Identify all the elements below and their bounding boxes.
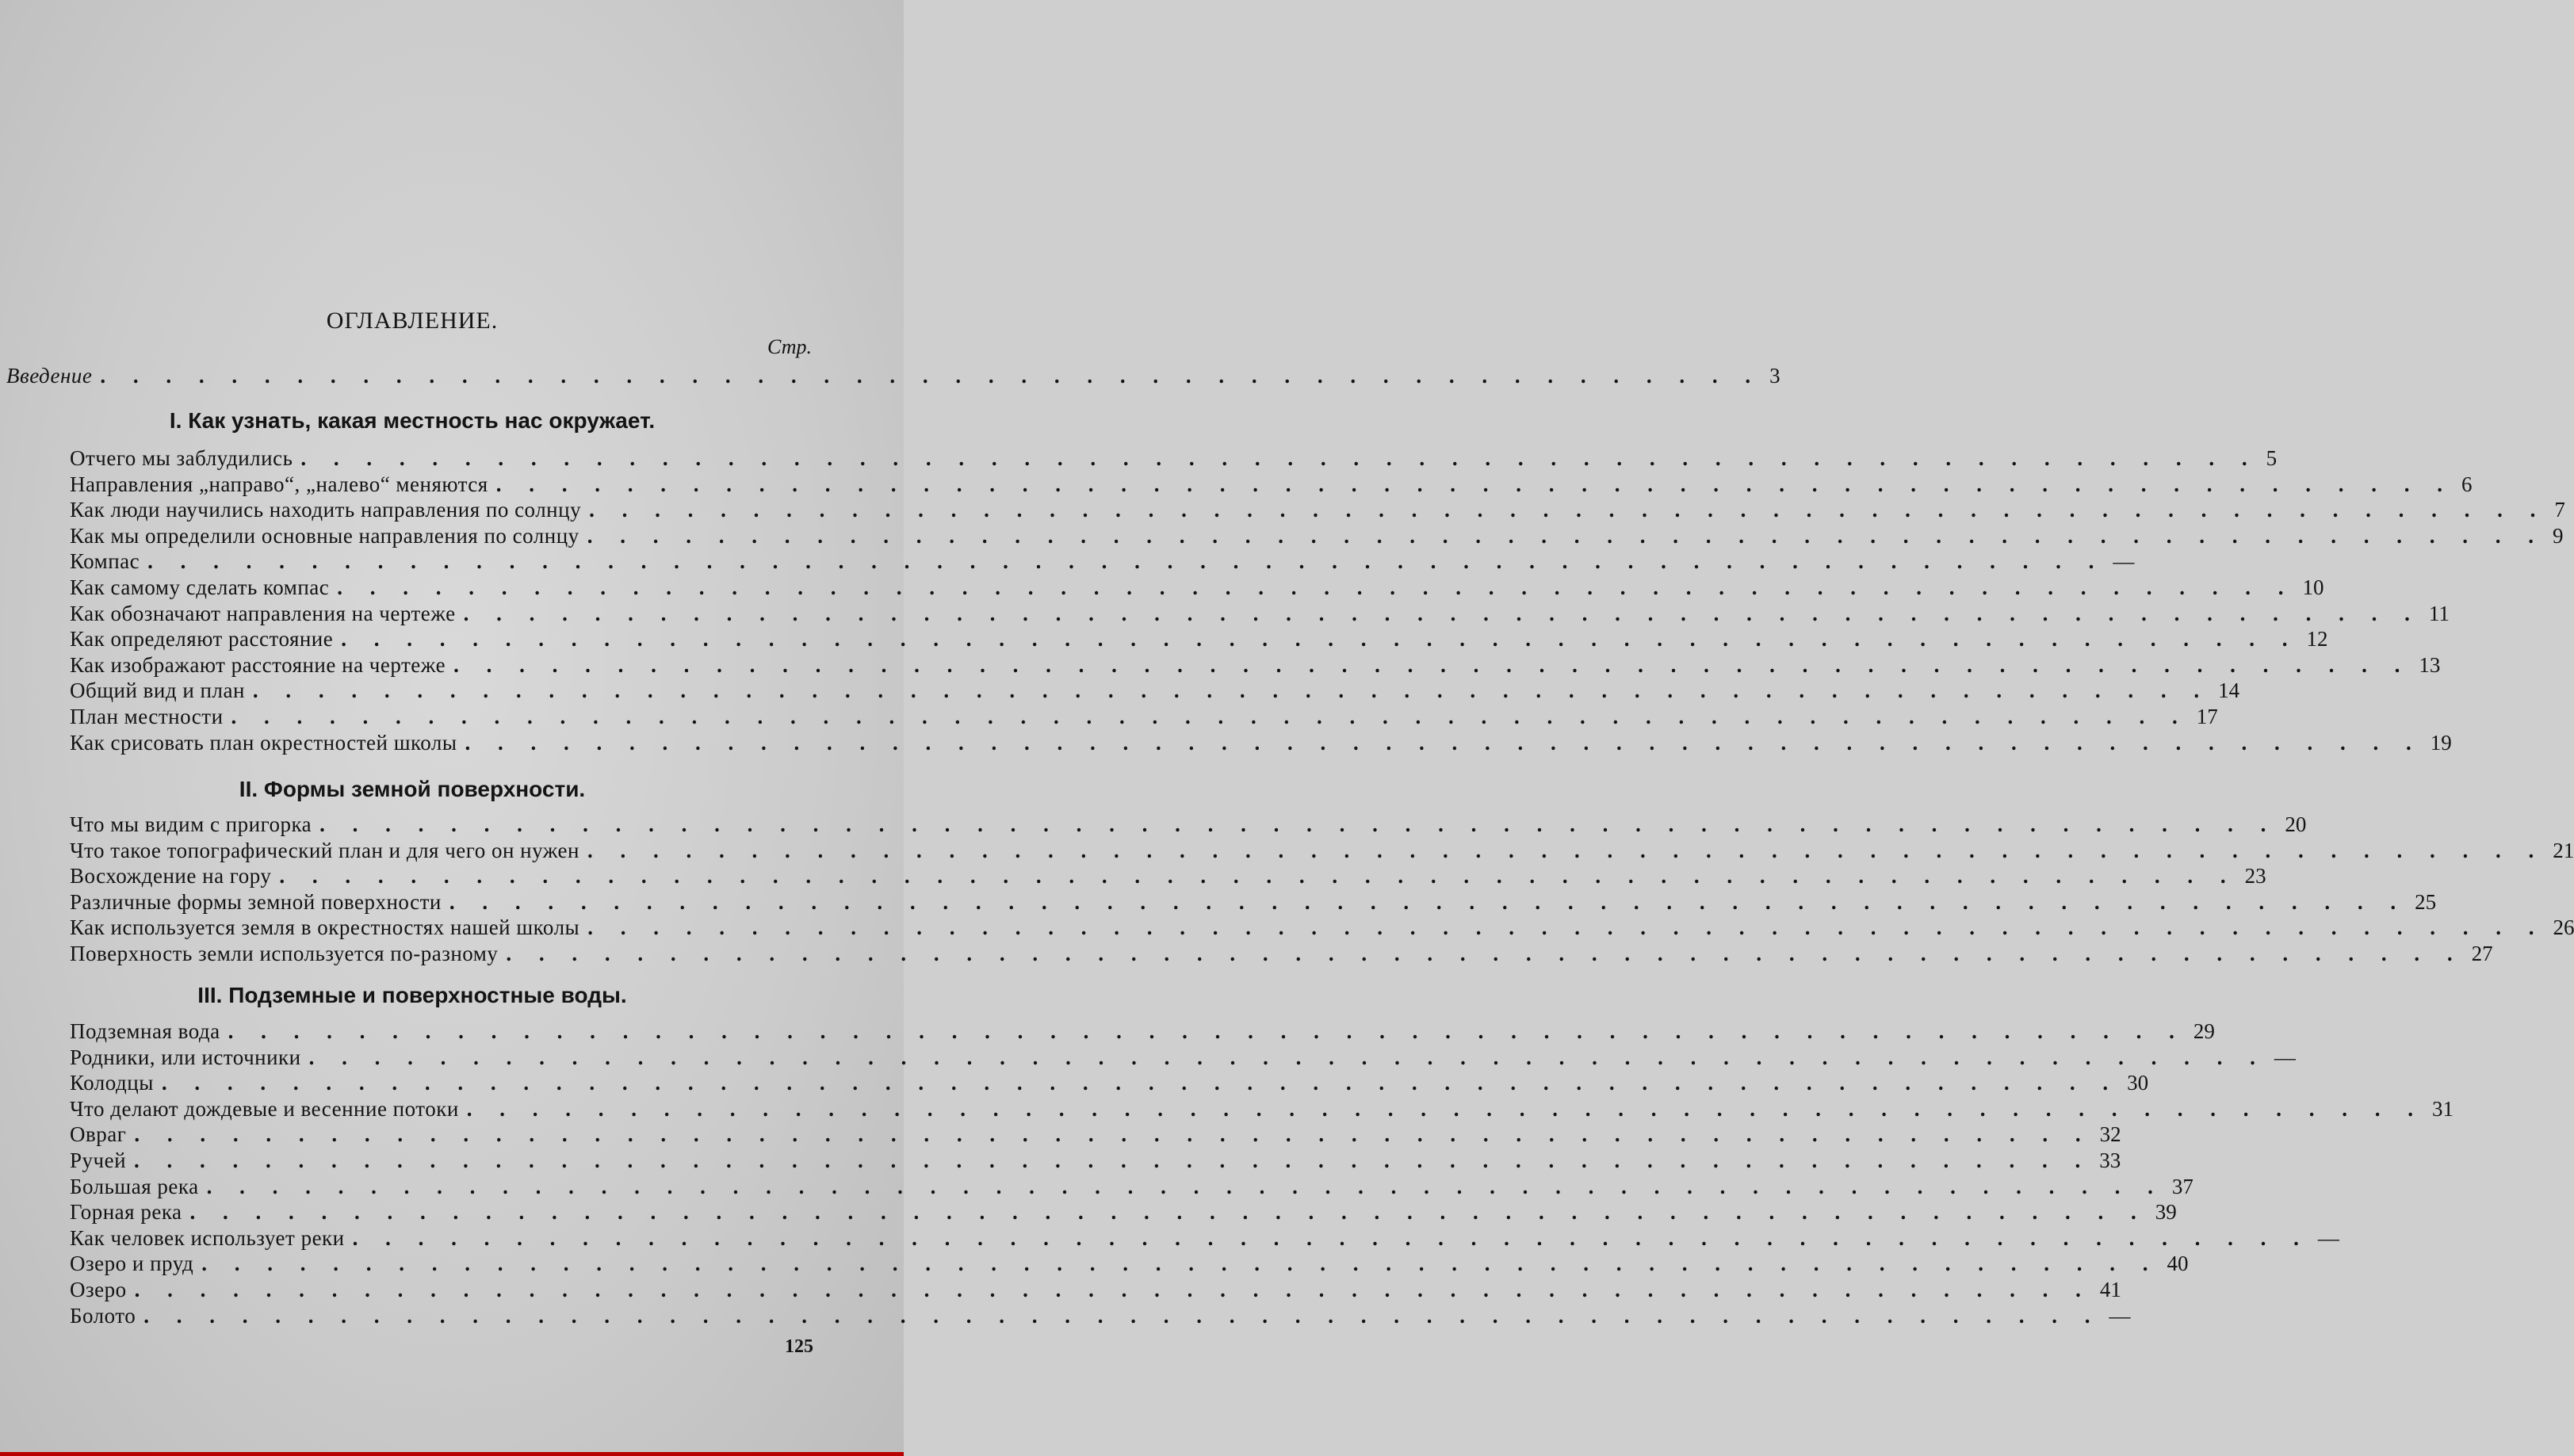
leader-dots: . . . . . . . . . . . . . . . . . . . . . . . . . . . . . . . . . . . . . . . . . . . . . . . . . . . . . . . . . . . . bbox=[341, 627, 2299, 652]
toc-entry bbox=[70, 1045, 2296, 1070]
leader-dots: . . . . . . . . . . . . . . . . . . . . . . . . . . . . . . . . . . . . . . . . . . . . . . . . . . . bbox=[100, 364, 1762, 388]
toc-entry-label: Восхождение на гору bbox=[70, 864, 272, 889]
section-heading: III. Подземные и поверхностные воды. bbox=[197, 983, 627, 1007]
toc-entry-page: 21 bbox=[2553, 838, 2574, 862]
toc-entry bbox=[70, 1174, 2193, 1199]
toc-entry bbox=[70, 1096, 2454, 1122]
toc-entry-label: Общий вид и план bbox=[70, 678, 245, 703]
leader-dots: . . . . . . . . . . . . . . . . . . . . . . . . . . . . . . . . . . . . . . . . . . . . . . . . . . . . . . . . . . . . bbox=[449, 889, 2408, 914]
leader-dots: . . . . . . . . . . . . . . . . . . . . . . . . . . . . . . . . . . . . . . . . . . . . . . . . . . . . . . . . . . . . bbox=[589, 498, 2547, 522]
leader-dots: . . . . . . . . . . . . . . . . . . . . . . . . . . . . . . . . . . . . . . . . . . . . . . . . . . . . . . . . . . . . bbox=[279, 864, 2237, 889]
toc-entry-page: — bbox=[2317, 1225, 2339, 1250]
toc-entry-page: 11 bbox=[2428, 601, 2450, 625]
leader-dots: . . . . . . . . . . . . . . . . . . . . . . . . . . . . . . . . . . . . . . . . . . . . . . . . . . . . . . . . . . . . bbox=[134, 1278, 2092, 1301]
toc-entry bbox=[70, 1199, 2177, 1225]
leader-dots: . . . . . . . . . . . . . . . . . . . . . . . . . . . . . . . . . . . . . . . . . . . . . . . . . . . . . . . . . . . . bbox=[319, 812, 2278, 836]
toc-entry bbox=[70, 652, 2441, 678]
toc-entry-page: 37 bbox=[2171, 1174, 2193, 1198]
toc-entry-page: 17 bbox=[2196, 705, 2218, 728]
toc-entry bbox=[70, 704, 2218, 729]
toc-entry-label: Озеро и пруд bbox=[70, 1252, 194, 1276]
leader-dots: . . . . . . . . . . . . . . . . . . . . . . . . . . . . . . . . . . . . . . . . . . . . . . . . . . . . . . . . . . . . bbox=[587, 523, 2545, 548]
page-title: ОГЛАВЛЕНИЕ. bbox=[326, 308, 499, 334]
toc-entry bbox=[70, 1277, 2121, 1302]
toc-entry bbox=[70, 523, 2564, 548]
leader-dots: . . . . . . . . . . . . . . . . . . . . . . . . . . . . . . . . . . . . . . . . . . . . . . . . . . . . . . . . . . . . bbox=[337, 575, 2295, 599]
toc-entry-page: — bbox=[2274, 1045, 2296, 1069]
toc-entry-page: 10 bbox=[2302, 575, 2324, 599]
toc-entry bbox=[70, 1251, 2189, 1276]
leader-dots: . . . . . . . . . . . . . . . . . . . . . . . . . . . . . . . . . . . . . . . . . . . . . . . . . . . . . . . . . . . . bbox=[465, 730, 2423, 755]
toc-entry bbox=[70, 601, 2450, 626]
toc-entry-page: 14 bbox=[2218, 678, 2240, 703]
toc-entry-page: 23 bbox=[2244, 864, 2266, 889]
toc-entry bbox=[70, 575, 2324, 600]
leader-dots: . . . . . . . . . . . . . . . . . . . . . . . . . . . . . . . . . . . . . . . . . . . . . . . . . . . . . . . . . . . . bbox=[252, 678, 2211, 703]
toc-entry-page: 29 bbox=[2193, 1019, 2215, 1043]
page-column-label: Стр. bbox=[767, 335, 812, 358]
toc-entry bbox=[70, 812, 2307, 837]
toc-entry-page: 7 bbox=[2554, 498, 2565, 522]
toc-entry-label: Болото bbox=[70, 1303, 136, 1328]
toc-entry-label: Что мы видим с пригорка bbox=[70, 812, 312, 836]
toc-entry-label: Как обозначают направления на чертеже bbox=[70, 601, 456, 625]
toc-entry-page: — bbox=[2109, 1303, 2131, 1328]
toc-entry-label: Как определяют расстояние bbox=[70, 627, 334, 652]
scan-edge bbox=[0, 1452, 904, 1456]
toc-entry-page: 20 bbox=[2285, 812, 2307, 836]
toc-entry-label: Отчего мы заблудились bbox=[70, 446, 293, 470]
toc-entry-label: Как самому сделать компас bbox=[70, 575, 330, 599]
toc-entry-label: Ручей bbox=[70, 1148, 127, 1172]
page-folio: 125 bbox=[785, 1336, 813, 1357]
toc-entry-page: 33 bbox=[2099, 1148, 2121, 1172]
toc-entry-page: 39 bbox=[2155, 1200, 2177, 1225]
toc-entry bbox=[70, 1303, 2131, 1328]
leader-dots: . . . . . . . . . . . . . . . . . . . . . . . . . . . . . . . . . . . . . . . . . . . . . . . . . . . . . . . . . . . . bbox=[587, 915, 2545, 940]
toc-entry-page: 5 bbox=[2266, 446, 2278, 470]
toc-entry-page: 13 bbox=[2419, 652, 2441, 677]
toc-entry bbox=[70, 1018, 2215, 1044]
toc-entry bbox=[70, 863, 2266, 889]
leader-dots: . . . . . . . . . . . . . . . . . . . . . . . . . . . . . . . . . . . . . . . . . . . . . . . . . . . . . . . . . . . . bbox=[228, 1019, 2186, 1043]
toc-entry-page: 41 bbox=[2099, 1278, 2121, 1301]
toc-entry-label: Что делают дождевые и весенние потоки bbox=[70, 1096, 459, 1121]
toc-intro-row bbox=[6, 363, 1780, 388]
toc-entry-label: Горная река bbox=[70, 1200, 182, 1225]
leader-dots: . . . . . . . . . . . . . . . . . . . . . . . . . . . . . . . . . . . . . . . . . . . . . . . . . . . . . . . . . . . . bbox=[308, 1045, 2266, 1069]
toc-entry-page: 30 bbox=[2127, 1071, 2149, 1095]
toc-entry-page: 3 bbox=[1769, 364, 1780, 388]
toc-entry-page: — bbox=[2113, 549, 2135, 574]
toc-entry-page: 26 bbox=[2553, 915, 2574, 940]
toc-entry-label: Родники, или источники bbox=[70, 1045, 301, 1069]
toc-entry bbox=[70, 445, 2278, 471]
toc-entry-label: Поверхность земли используется по-разному bbox=[70, 942, 499, 965]
leader-dots: . . . . . . . . . . . . . . . . . . . . . . . . . . . . . . . . . . . . . . . . . . . . . . . . . . . . . . . . . . . . bbox=[147, 549, 2105, 574]
toc-entry-label: Озеро bbox=[70, 1278, 127, 1301]
leader-dots: . . . . . . . . . . . . . . . . . . . . . . . . . . . . . . . . . . . . . . . . . . . . . . . . . . . . . . . . . . . . bbox=[587, 838, 2545, 862]
leader-dots: . . . . . . . . . . . . . . . . . . . . . . . . . . . . . . . . . . . . . . . . . . . . . . . . . . . . . . . . . . . . bbox=[161, 1071, 2120, 1095]
toc-entry-label: Овраг bbox=[70, 1122, 127, 1147]
leader-dots: . . . . . . . . . . . . . . . . . . . . . . . . . . . . . . . . . . . . . . . . . . . . . . . . . . . . . . . . . . . . bbox=[506, 942, 2464, 965]
toc-entry-page: 31 bbox=[2432, 1096, 2454, 1121]
leader-dots: . . . . . . . . . . . . . . . . . . . . . . . . . . . . . . . . . . . . . . . . . . . . . . . . . . . . . . . . . . . . bbox=[206, 1174, 2164, 1198]
section-heading: I. Как узнать, какая местность нас окружает. bbox=[169, 408, 656, 433]
toc-entry-label: Подземная вода bbox=[70, 1019, 220, 1043]
toc-entry-label: Введение bbox=[6, 364, 93, 388]
leader-dots: . . . . . . . . . . . . . . . . . . . . . . . . . . . . . . . . . . . . . . . . . . . . . . . . . . . . . . . . . . . . bbox=[134, 1148, 2092, 1172]
toc-entry bbox=[70, 1148, 2121, 1173]
toc-entry-page: 27 bbox=[2471, 942, 2493, 965]
toc-entry bbox=[70, 678, 2240, 703]
leader-dots: . . . . . . . . . . . . . . . . . . . . . . . . . . . . . . . . . . . . . . . . . . . . . . . . . . . . . . . . . . . . bbox=[495, 472, 2454, 496]
leader-dots: . . . . . . . . . . . . . . . . . . . . . . . . . . . . . . . . . . . . . . . . . . . . . . . . . . . . . . . . . . . . bbox=[201, 1252, 2159, 1276]
toc-entry bbox=[70, 497, 2565, 522]
toc-entry bbox=[70, 472, 2473, 497]
toc-entry-page: 25 bbox=[2415, 889, 2437, 914]
toc-entry-page: 12 bbox=[2306, 627, 2328, 652]
toc-entry bbox=[70, 1225, 2339, 1251]
leader-dots: . . . . . . . . . . . . . . . . . . . . . . . . . . . . . . . . . . . . . . . . . . . . . . . . . . . . . . . . . . . . bbox=[231, 705, 2189, 728]
toc-entry-page: 32 bbox=[2099, 1122, 2121, 1147]
leader-dots: . . . . . . . . . . . . . . . . . . . . . . . . . . . . . . . . . . . . . . . . . . . . . . . . . . . . . . . . . . . . bbox=[466, 1096, 2425, 1121]
toc-entry bbox=[70, 941, 2493, 966]
toc-entry-label: Различные формы земной поверхности bbox=[70, 889, 442, 914]
toc-entry-label: Колодцы bbox=[70, 1071, 154, 1095]
toc-entry bbox=[70, 626, 2328, 652]
toc-entry bbox=[70, 730, 2452, 755]
toc-entry bbox=[70, 548, 2135, 574]
toc-entry bbox=[70, 915, 2574, 940]
leader-dots: . . . . . . . . . . . . . . . . . . . . . . . . . . . . . . . . . . . . . . . . . . . . . . . . . . . . . . . . . . . . bbox=[300, 446, 2258, 470]
leader-dots: . . . . . . . . . . . . . . . . . . . . . . . . . . . . . . . . . . . . . . . . . . . . . . . . . . . . . . . . . . . . bbox=[189, 1200, 2148, 1225]
toc-entry-page: 19 bbox=[2430, 730, 2452, 755]
toc-entry bbox=[70, 1070, 2149, 1095]
toc-entry-page: 9 bbox=[2552, 523, 2564, 548]
toc-entry-label: План местности bbox=[70, 705, 224, 728]
toc-entry-label: Как люди научились находить направления по солнцу bbox=[70, 498, 582, 522]
toc-entry-page: 6 bbox=[2461, 472, 2473, 496]
leader-dots: . . . . . . . . . . . . . . . . . . . . . . . . . . . . . . . . . . . . . . . . . . . . . . . . . . . . . . . . . . . . bbox=[134, 1122, 2092, 1147]
toc-entry-label: Что такое топографический план и для чего он нужен bbox=[70, 838, 579, 862]
toc-entry-label: Как человек использует реки bbox=[70, 1225, 345, 1250]
toc-entry-label: Компас bbox=[70, 549, 140, 574]
toc-entry-label: Как срисовать план окрестностей школы bbox=[70, 730, 457, 755]
toc-entry-label: Как мы определили основные направления по солнцу bbox=[70, 523, 579, 548]
toc-entry bbox=[70, 838, 2574, 863]
toc-entry-label: Как изображают расстояние на чертеже bbox=[70, 652, 446, 677]
leader-dots: . . . . . . . . . . . . . . . . . . . . . . . . . . . . . . . . . . . . . . . . . . . . . . . . . . . . . . . . . . . . bbox=[143, 1303, 2102, 1328]
toc-entry bbox=[70, 889, 2437, 915]
toc-entry-label: Как используется земля в окрестностях нашей школы bbox=[70, 915, 580, 940]
toc-entry-label: Большая река bbox=[70, 1174, 199, 1198]
toc-entry bbox=[70, 1122, 2121, 1147]
leader-dots: . . . . . . . . . . . . . . . . . . . . . . . . . . . . . . . . . . . . . . . . . . . . . . . . . . . . . . . . . . . . bbox=[463, 601, 2421, 625]
toc-entry-label: Направления „направо“, „налево“ меняются bbox=[70, 472, 488, 496]
leader-dots: . . . . . . . . . . . . . . . . . . . . . . . . . . . . . . . . . . . . . . . . . . . . . . . . . . . . . . . . . . . . bbox=[352, 1225, 2310, 1250]
leader-dots: . . . . . . . . . . . . . . . . . . . . . . . . . . . . . . . . . . . . . . . . . . . . . . . . . . . . . . . . . . . . bbox=[453, 652, 2411, 677]
section-heading: II. Формы земной поверхности. bbox=[239, 777, 586, 801]
toc-entry-page: 40 bbox=[2167, 1252, 2189, 1276]
